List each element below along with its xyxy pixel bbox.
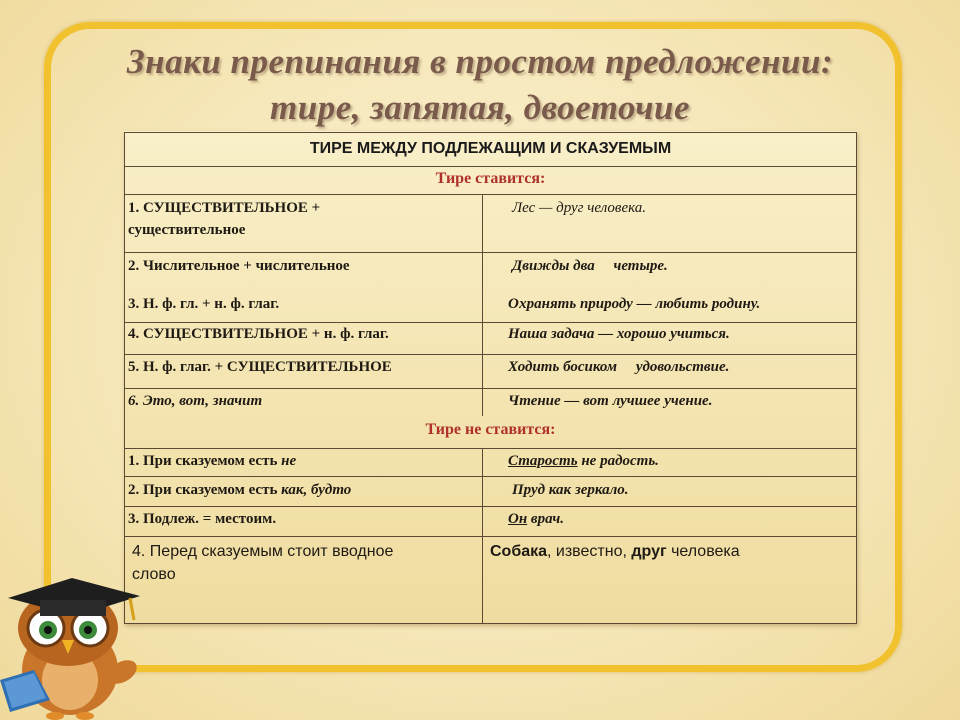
example-text: Старость не радость. — [508, 453, 659, 469]
example-text: Пруд как зеркало. — [512, 482, 629, 498]
page-title-line1: Знаки препинания в простом предложении: — [126, 42, 834, 81]
section-dash-used: Тире ставится: — [435, 170, 546, 187]
table-column-divider — [482, 448, 483, 624]
example-text: Охранять природу — любить родину. — [508, 296, 761, 312]
rule-text: 3. Подлеж. = местоим. — [128, 511, 277, 527]
example-text: Чтение — вот лучшее учение. — [508, 393, 713, 409]
table-header: ТИРЕ МЕЖДУ ПОДЛЕЖАЩИМ И СКАЗУЕМЫМ — [309, 140, 672, 157]
table-line — [124, 476, 857, 477]
example-text: Ходить босиком удовольствие. — [508, 359, 730, 375]
table-border-right — [856, 132, 857, 624]
rule-text: 1. При сказуемом есть не — [128, 453, 297, 469]
rule-text: слово — [132, 566, 176, 583]
table-line — [124, 252, 857, 253]
rule-text: 5. Н. ф. глаг. + СУЩЕСТВИТЕЛЬНОЕ — [128, 359, 392, 375]
rule-text: 2. Числительное + числительное — [128, 258, 350, 274]
rule-text: 6. Это, вот, значит — [128, 393, 263, 409]
section-dash-not-used: Тире не ставится: — [425, 421, 556, 438]
table-line — [124, 194, 857, 195]
rule-text: 3. Н. ф. гл. + н. ф. глаг. — [128, 296, 280, 312]
example-text: Он врач. — [508, 511, 565, 527]
page-title-line2: тире, запятая, двоеточие — [270, 88, 690, 127]
owl-mascot-icon — [0, 560, 150, 720]
example-text: Движды два четыре. — [512, 258, 668, 274]
rule-text: 1. СУЩЕСТВИТЕЛЬНОЕ + — [128, 200, 321, 216]
table-line — [124, 132, 857, 133]
table-column-divider — [482, 194, 483, 416]
rule-text: 4. СУЩЕСТВИТЕЛЬНОЕ + н. ф. глаг. — [128, 326, 389, 342]
example-text: Лес — друг человека. — [512, 200, 646, 216]
rule-text: 4. Перед сказуемым стоит вводное — [132, 543, 394, 560]
table-line — [124, 536, 857, 537]
table-border-left — [124, 132, 125, 624]
example-text: Наша задача — хорошо учиться. — [508, 326, 730, 342]
table-line — [124, 623, 857, 624]
rule-text: 2. При сказуемом есть как, будто — [128, 482, 352, 498]
example-text: Собака, известно, друг человека — [490, 543, 740, 560]
rule-text: существительное — [128, 222, 246, 238]
table-line — [124, 166, 857, 167]
